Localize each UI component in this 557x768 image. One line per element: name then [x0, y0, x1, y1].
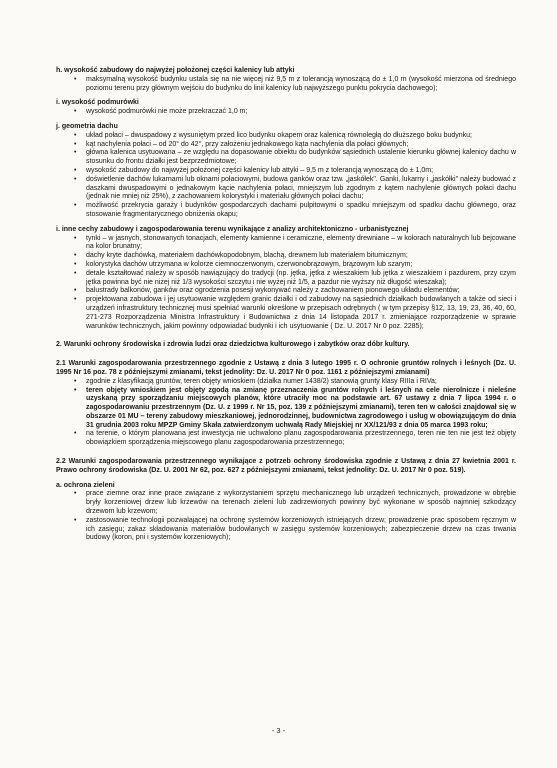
list-item: • teren objęty wnioskiem jest objęty zgodą na zmianę przeznaczenia gruntów rolnych i leśnych na cele nierolnicze i nieleśne uzyskaną przy sporządzaniu miejscowych planów, które utraciły moc na podstawie art. 67 ustawy z dnia 7 lipca 1994 r. o zagospodarowaniu przestrzennym (Dz. U. z 1999 r. Nr 15, poz. 139 z późniejszymi zmianami), teren ten w całości znajdował się w obszarze 01 MU – tereny zabudowy mieszkaniowej, jednorodzinnej, budownictwa zagrodowego i usług w obowiązującym do dnia 31 grudnia 2003 roku MPZP Gminy Skała zatwierdzonym uchwałą Rady Miejskiej nr XX/121/93 z dnia 05 marca 1993 roku; [86, 387, 516, 431]
bullet-list [56, 76, 516, 94]
list-item: • układ połaci – dwuspadowy z wysuniętym przed lico budynku okapem oraz kalenicą równoległą do dłuższego boku budynku; [86, 132, 516, 141]
section-2-1-intro: 2.1 Warunki zagospodarowania przestrzennego zgodnie z Ustawą z dnia 3 lutego 1995 r. O ochronie gruntów rolnych i leśnych (Dz. U. 1995 Nr 16 poz. 78 z późniejszymi zmianami, tekst jednolity: Dz. U. 2017 Nr 0 poz. 1161 z późniejszymi zmianami) [56, 360, 516, 376]
list-item: • zastosowanie technologii pozwalającej na ochronę systemów korzeniowych istniejących drzew; prowadzenie prac sposobem ręcznym w ich zasięgu; zakaz składowania materiałów budowlanych w zasięgu systemów korzeniowych; zabezpieczenie drzew na czas trwania budowy (koron, pni i systemów korzeniowych); [86, 517, 516, 543]
section-heading: j. geometria dachu [56, 122, 118, 130]
bullet-list [56, 378, 516, 448]
bullet-list [56, 132, 516, 220]
bullet-list [56, 108, 516, 117]
list-item: • dachy kryte dachówką, materiałem dachówkopodobnym, blachą, drewnem lub materiałem bitumicznym; [86, 252, 516, 261]
bullet-list [56, 490, 516, 543]
section-heading: h. wysokość zabudowy do najwyżej położonej części kalenicy lub attyki [56, 67, 295, 74]
section-j [56, 123, 516, 220]
bullet-list [56, 235, 516, 332]
list-item: • możliwość przekrycia garaży i budynków gospodarczych dachami pulpitowymi o spadku mniejszym od spadku dachu głównego, oraz stosowanie fragmentarycznego obniżenia okapu; [86, 202, 516, 220]
list-item: • projektowana zabudowa i jej usytuowanie względem granic działki i od zabudowy na sąsiednich działkach budowlanych a także od sieci i urządzeń infrastruktury technicznej musi spełniać warunki określone w przepisach odrębnych ( w tym przepisy §12, 13, 19, 23, 36, 40, 60, 271-273 Rozporządzenia Ministra Infrastruktury i Budownictwa z dnia 14 listopada 2017 r. zmieniające rozporządzenie w sprawie warunków technicznych, jakim powinny odpowiadać budynki i ich usytuowanie ( Dz. U. 2017 Nr 0 poz. 2285); [86, 296, 516, 331]
section-2-2-intro: 2.2 Warunki zagospodarowania przestrzennego wynikające z potrzeb ochrony środowiska zgodnie z Ustawą z dnia 27 kwietnia 2001 r. Prawo ochrony środowiska (Dz. U. 2001 Nr 62, poz. 627 z późniejszymi zmianami, tekst jednolity: Dz. U. 2017 Nr 0 poz. 519). [56, 458, 516, 474]
page-number: - 3 - [271, 726, 286, 735]
section-other [56, 226, 516, 332]
section-heading: a. ochrona zieleni [56, 481, 115, 489]
list-item: • doświetlenie dachów lukarnami lub oknami połaciowymi, budowa ganków oraz tzw. „jaskółek". Ganki, lukarny i „jaskółki" należy budować z daszkami dwuspadowymi o jednakowym kącie nachylenia połaci, mniejszym lub zgodnym z kątem nachylenie głównych połaci dachu (jednak nie mniej niż 25%), z zachowaniem kolorystyki i materiału głównych połaci dachu; [86, 176, 516, 202]
list-item: • detale kształtować należy w sposób nawiązujący do tradycji (np. jętka, jętka z wieszakiem lub jętka z wieszakiem i pazdurem, przy czym jętka powinna być nie niżej niż 1/3 wysokości szczytu i nie wyżej niż 1/5, a pazdur nie wyższy niż długość wieszaka); [86, 270, 516, 288]
list-item: • prace ziemne oraz inne prace związane z wykorzystaniem sprzętu mechanicznego lub urządzeń technicznych, prowadzone w obrębie bryły korzeniowej drzew lub krzewów na terenach zieleni lub zadrzewionych powinny być wykonane w sposób najmniej szkodzący drzewom lub krzewom; [86, 490, 516, 516]
list-item: • wysokość podmurówki nie może przekraczać 1,0 m; [86, 108, 516, 117]
list-item: • wysokość zabudowy do najwyżej położonej części kalenicy lub attyki – 9,5 m z tolerancją wynoszącą do ± 1,0m; [86, 167, 516, 176]
section-heading: i. wysokość podmurówki [56, 99, 139, 107]
list-item: • na terenie, o którym planowana jest inwestycja nie uchwalono planu zagospodarowania przestrzennego, teren nie ten nie jest też objęty obowiązkiem sporządzenia miejscowego planu zagospodarowania przestrzennego; [86, 430, 516, 448]
list-item: • tynki – w jasnych, stonowanych tonacjach, elementy kamienne i ceramiczne, elementy drewniane – w kolorach naturalnych lub bejcowane na kolor brunatny; [86, 235, 516, 253]
section-h [56, 67, 516, 93]
section-2-heading: 2. Warunki ochrony środowiska i zdrowia ludzi oraz dziedzictwa kulturowego i zabytków oraz dóbr kultury. [56, 341, 410, 349]
list-item: • główna kalenica usytuowana – ze względu na dopasowanie obiektu do budynków sąsiednich ustalenie kierunku głównej kalenicy dachu w stosunku do frontu działki jest bezprzedmiotowe; [86, 149, 516, 167]
list-item: • maksymalną wysokość budynku ustala się na nie więcej niż 9,5 m z tolerancją wynoszącą do ± 1,0 m (wysokość mierzona od średniego poziomu terenu przy głównym wejściu do budynku do linii kalenicy lub najwyższego punktu pokrycia dachowego); [86, 76, 516, 94]
list-item: • kolorystyka dachów utrzymana w kolorze ciemnoczerwonym, czerwonobrązowym, brązowym lub szarym; [86, 261, 516, 270]
section-i [56, 99, 516, 117]
document-body [56, 67, 516, 543]
list-item: • zgodnie z klasyfikacją gruntów, teren objęty wnioskiem (działka numer 1438/2) stanowią grunty klasy RIIIa i RIVa; [86, 378, 516, 387]
section-heading: i. inne cechy zabudowy i zagospodarowania terenu wynikające z analizy architektoniczno - urbanistycznej [56, 225, 409, 233]
list-item: • kąt nachylenia połaci – od 20° do 42°, przy założeniu jednakowego kąta nachylenia dla połaci głównych; [86, 141, 516, 150]
list-item: • balustrady balkonów, ganków oraz ogrodzenia posesji wykonywać należy z zachowaniem pionowego układu elementów; [86, 287, 516, 296]
